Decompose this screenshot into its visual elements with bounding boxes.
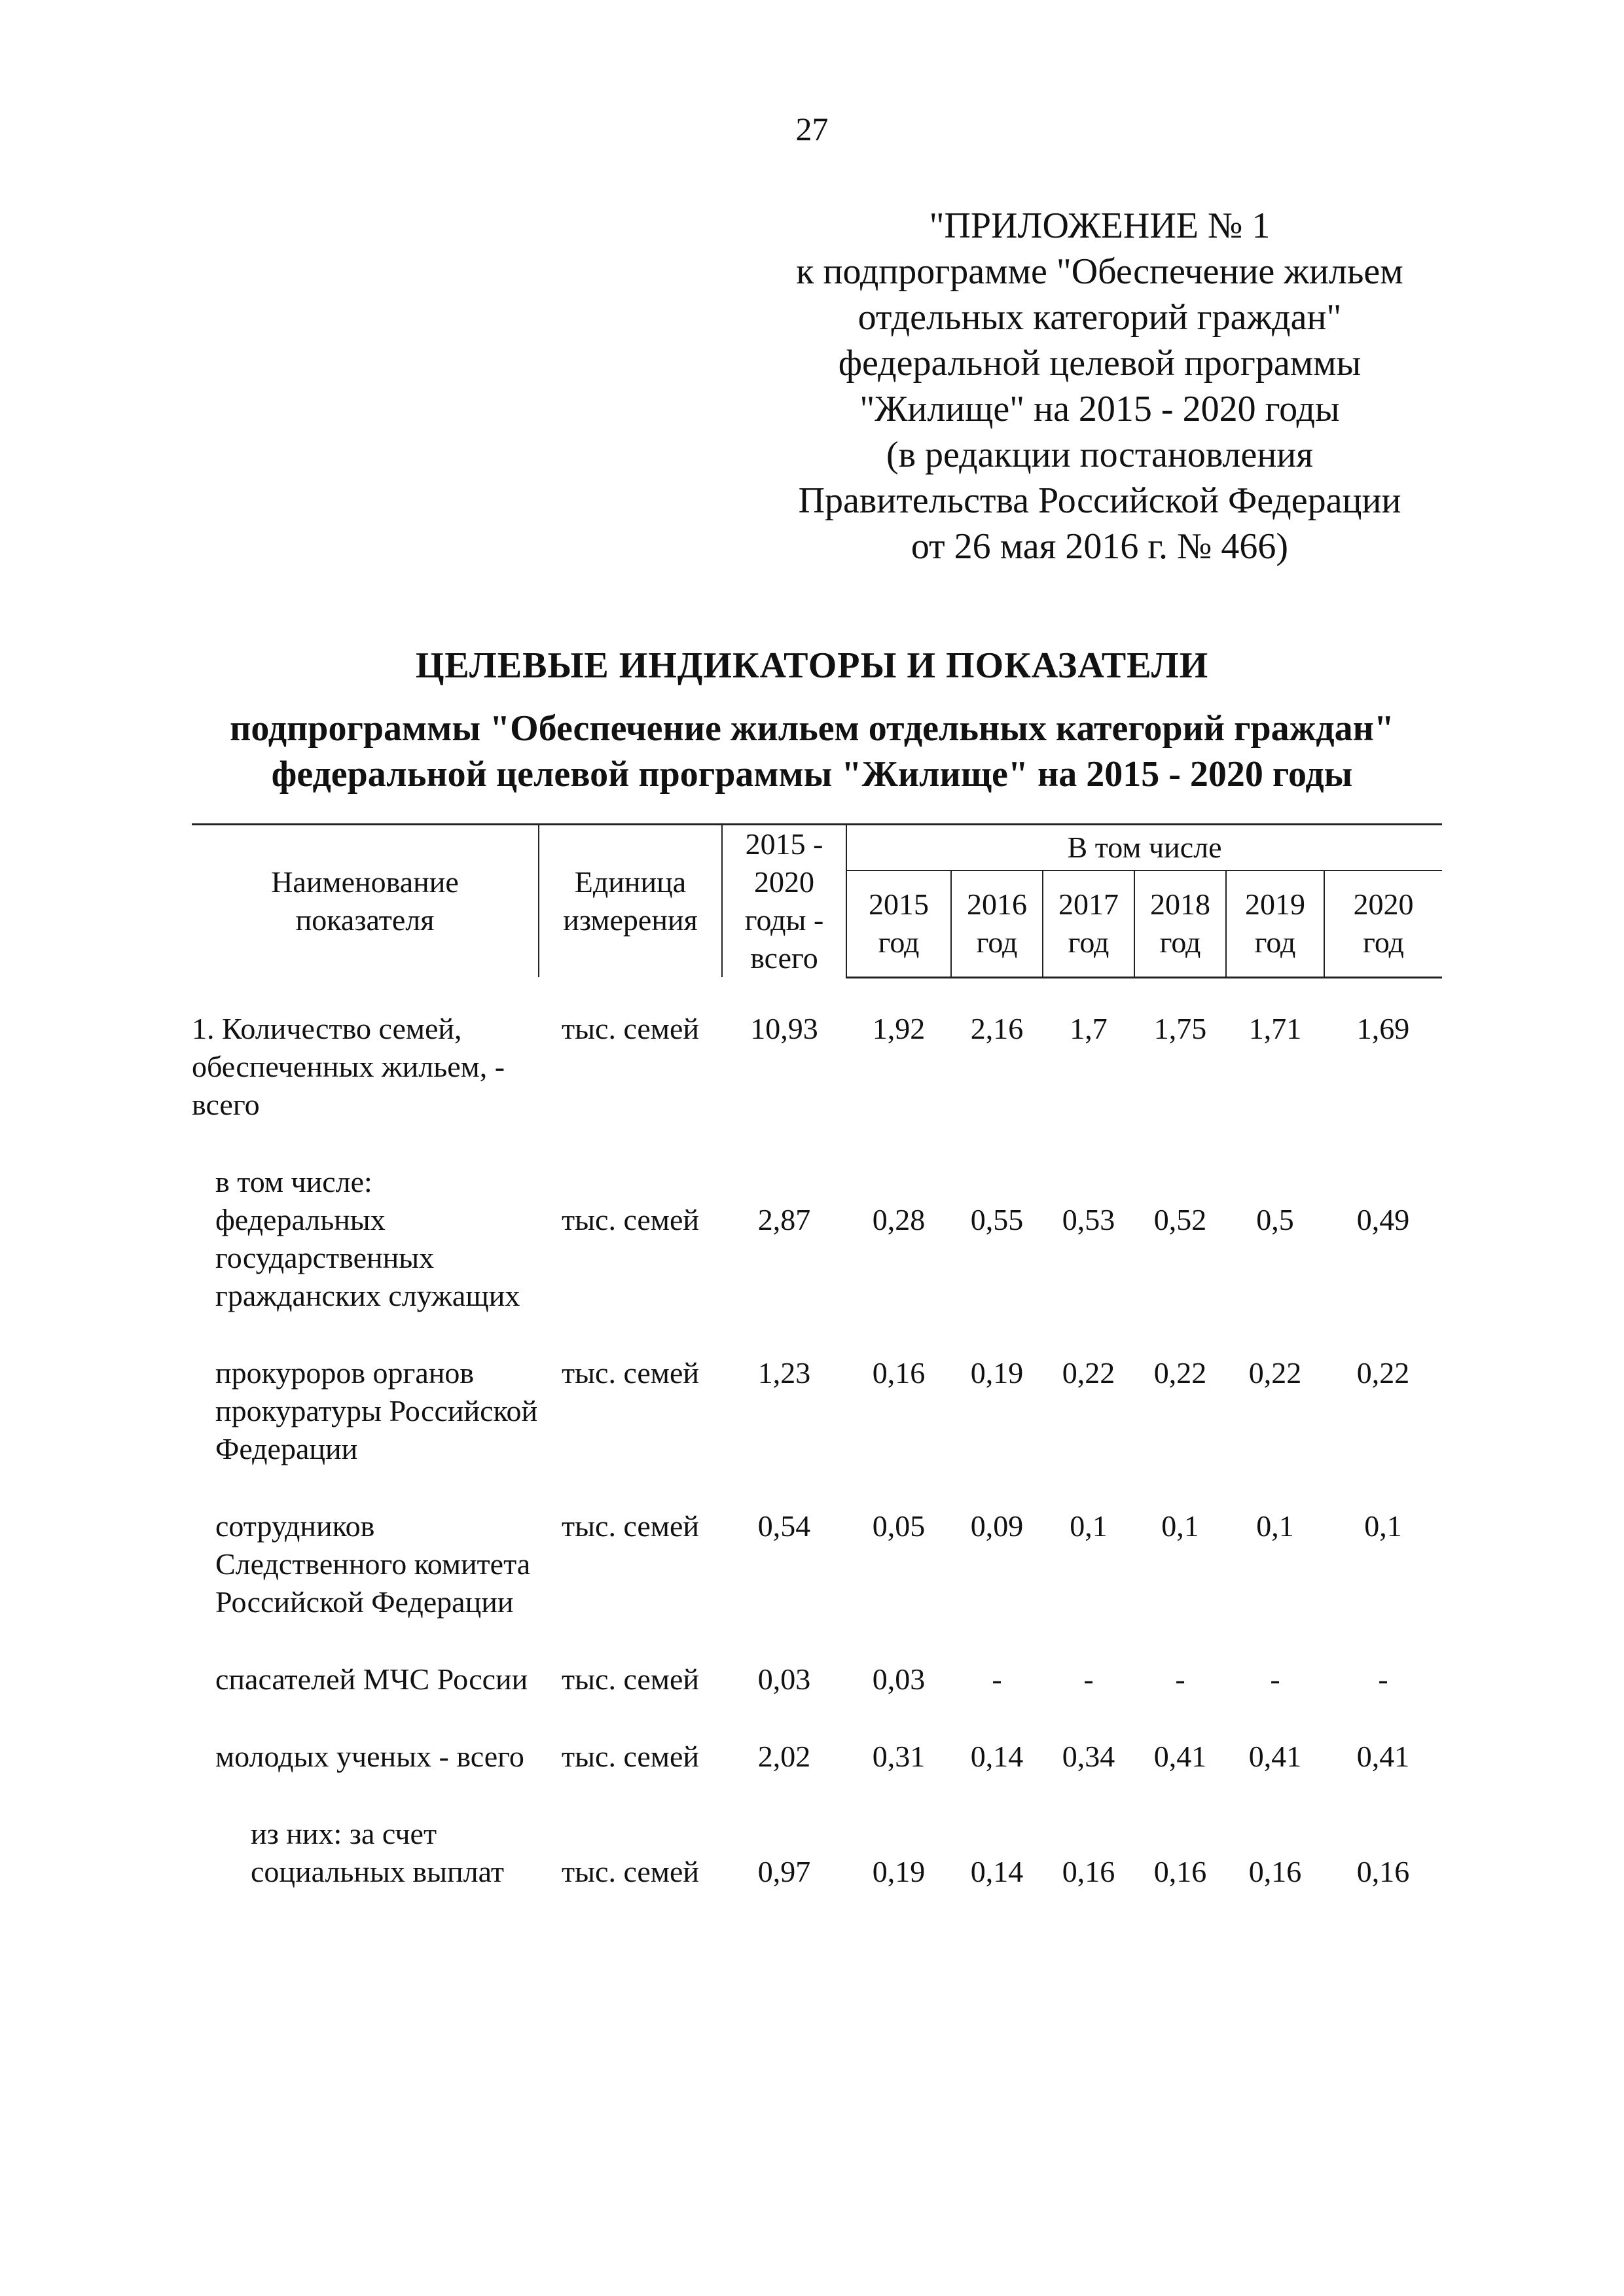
indicator-value: 0,14 — [970, 1739, 1024, 1773]
indicator-value: - — [1270, 1662, 1280, 1696]
indicator-value: - — [1378, 1662, 1388, 1696]
indicator-value: 0,22 — [1153, 1355, 1207, 1390]
document-title: ЦЕЛЕВЫЕ ИНДИКАТОРЫ И ПОКАЗАТЕЛИ — [415, 645, 1209, 686]
header-year: 2019 год — [1226, 870, 1324, 977]
appendix-line: (в редакции постановления — [886, 435, 1314, 475]
subtitle-line: федеральной целевой программы "Жилище" на 2015 - 2020 годы — [271, 754, 1353, 795]
indicator-value: 0,19 — [872, 1854, 926, 1888]
indicator-name: прокуроров органов прокуратуры Российской Федерации — [215, 1355, 538, 1465]
indicator-value: 0,16 — [1248, 1854, 1302, 1888]
indicator-value: 0,1 — [1070, 1509, 1108, 1543]
indicator-value: 0,1 — [1256, 1509, 1294, 1543]
indicator-value: 0,22 — [1356, 1355, 1410, 1390]
header-year: 2017 год — [1043, 870, 1134, 977]
appendix-block — [772, 203, 1427, 569]
indicator-total: 0,03 — [757, 1662, 811, 1696]
appendix-line: федеральной целевой программы — [838, 343, 1362, 384]
indicator-value: 2,16 — [970, 1011, 1024, 1045]
table-row — [192, 1163, 1442, 1315]
table-row — [192, 1815, 1442, 1891]
indicator-name: 1. Количество семей, обеспеченных жильем, - всего — [192, 1011, 505, 1121]
indicator-total: 2,87 — [757, 1202, 811, 1236]
header-year: 2018 год — [1134, 870, 1226, 977]
indicator-unit: тыс. семей — [562, 1355, 699, 1390]
indicator-value: 1,92 — [872, 1011, 926, 1045]
header-including: В том числе — [846, 825, 1442, 871]
table-row — [192, 1507, 1442, 1621]
page-number: 27 — [795, 111, 829, 147]
header-total: 2015 - 2020 годы - всего — [722, 825, 846, 978]
indicator-value: 1,75 — [1153, 1011, 1207, 1045]
indicator-value: 0,05 — [872, 1509, 926, 1543]
appendix-line: "ПРИЛОЖЕНИЕ № 1 — [929, 206, 1271, 246]
indicator-total: 0,97 — [757, 1854, 811, 1888]
indicator-value: 0,34 — [1062, 1739, 1115, 1773]
indicator-unit: тыс. семей — [562, 1509, 699, 1543]
indicator-name: сотрудников Следственного комитета Российской Федерации — [215, 1509, 531, 1619]
indicator-value: - — [1083, 1662, 1094, 1696]
indicator-value: 0,49 — [1356, 1202, 1410, 1236]
header-name: Наименование показателя — [192, 825, 539, 978]
indicator-value: 1,69 — [1356, 1011, 1410, 1045]
indicator-value: 0,28 — [872, 1202, 926, 1236]
indicator-name: из них: за счет социальных выплат — [251, 1816, 504, 1888]
indicator-value: 0,31 — [872, 1739, 926, 1773]
indicator-value: 0,55 — [970, 1202, 1024, 1236]
appendix-line: от 26 мая 2016 г. № 466) — [911, 526, 1289, 567]
document-subtitle — [0, 706, 1624, 797]
table-row — [192, 1354, 1442, 1468]
indicator-value: 1,7 — [1070, 1011, 1108, 1045]
indicator-total: 1,23 — [757, 1355, 811, 1390]
indicator-value: 0,53 — [1062, 1202, 1115, 1236]
indicators-table — [192, 823, 1442, 1891]
indicator-value: 0,41 — [1248, 1739, 1302, 1773]
header-year: 2020 год — [1324, 870, 1442, 977]
indicator-value: 0,41 — [1356, 1739, 1410, 1773]
indicator-total: 0,54 — [757, 1509, 811, 1543]
indicator-value: 1,71 — [1248, 1011, 1302, 1045]
indicator-unit: тыс. семей — [562, 1011, 699, 1045]
appendix-line: Правительства Российской Федерации — [798, 480, 1401, 521]
indicator-value: 0,1 — [1161, 1509, 1199, 1543]
indicator-value: 0,16 — [1153, 1854, 1207, 1888]
indicator-value: 0,1 — [1364, 1509, 1402, 1543]
indicator-name: молодых ученых - всего — [215, 1739, 524, 1773]
indicator-value: 0,52 — [1153, 1202, 1207, 1236]
appendix-line: "Жилище" на 2015 - 2020 годы — [859, 389, 1340, 429]
indicator-unit: тыс. семей — [562, 1739, 699, 1773]
header-year: 2015 год — [846, 870, 951, 977]
table-row — [192, 1660, 1442, 1698]
indicator-value: - — [1175, 1662, 1185, 1696]
indicator-value: 0,16 — [872, 1355, 926, 1390]
subtitle-line: подпрограммы "Обеспечение жильем отдельных категорий граждан" — [230, 708, 1394, 749]
indicator-unit: тыс. семей — [562, 1662, 699, 1696]
indicator-value: 0,16 — [1062, 1854, 1115, 1888]
indicator-value: 0,5 — [1256, 1202, 1294, 1236]
indicator-unit: тыс. семей — [562, 1854, 699, 1888]
header-year: 2016 год — [951, 870, 1043, 977]
indicator-value: 0,09 — [970, 1509, 1024, 1543]
indicator-value: - — [992, 1662, 1002, 1696]
indicator-value: 0,19 — [970, 1355, 1024, 1390]
indicator-name: спасателей МЧС России — [215, 1662, 528, 1696]
indicator-value: 0,22 — [1248, 1355, 1302, 1390]
indicator-value: 0,16 — [1356, 1854, 1410, 1888]
indicator-value: 0,22 — [1062, 1355, 1115, 1390]
indicator-unit: тыс. семей — [562, 1202, 699, 1236]
header-unit: Единица измерения — [539, 825, 722, 978]
table-row — [192, 1738, 1442, 1776]
indicator-value: 0,41 — [1153, 1739, 1207, 1773]
indicator-total: 10,93 — [750, 1011, 818, 1045]
appendix-line: отдельных категорий граждан" — [857, 297, 1342, 338]
indicator-value: 0,03 — [872, 1662, 926, 1696]
table-row — [192, 1010, 1442, 1124]
indicator-total: 2,02 — [757, 1739, 811, 1773]
appendix-line: к подпрограмме "Обеспечение жильем — [796, 251, 1403, 292]
indicator-name: в том числе: федеральных государственных гражданских служащих — [215, 1164, 520, 1312]
indicator-value: 0,14 — [970, 1854, 1024, 1888]
